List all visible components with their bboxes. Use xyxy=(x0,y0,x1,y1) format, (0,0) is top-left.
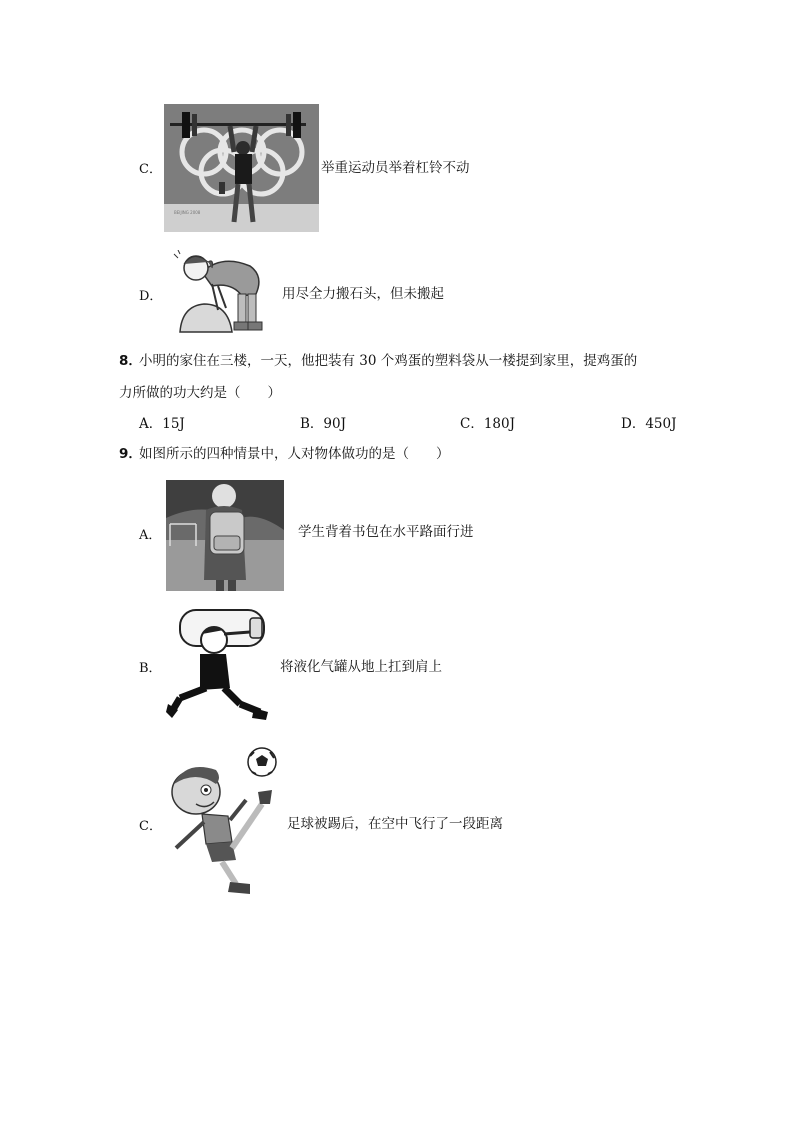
option-text: 用尽全力搬石头，但未搬起 xyxy=(282,286,444,302)
option-letter: C． xyxy=(139,162,162,177)
choice-c: C．180J xyxy=(460,416,516,432)
choice-a: A．15J xyxy=(139,416,185,432)
option-letter: B． xyxy=(139,661,162,676)
option-text: 学生背着书包在水平路面行进 xyxy=(298,524,474,540)
choice-b: B．90J xyxy=(300,416,347,432)
option-text: 足球被踢后，在空中飞行了一段距离 xyxy=(287,816,503,832)
question-number: 8． xyxy=(119,353,142,369)
lifting-rock-image xyxy=(172,250,266,334)
question-stem: 如图所示的四种情景中，人对物体做功的是（ ） xyxy=(139,446,450,462)
option-letter: D． xyxy=(139,289,163,304)
question-stem-line2: 力所做的功大约是（ ） xyxy=(119,385,281,401)
student-backpack-image xyxy=(166,480,284,591)
option-letter: C． xyxy=(139,819,162,834)
question-number: 9． xyxy=(119,446,142,462)
football-kick-image xyxy=(166,744,282,900)
choice-d: D．450J xyxy=(621,416,677,432)
question-stem-line1: 小明的家住在三楼，一天，他把装有 30 个鸡蛋的塑料袋从一楼提到家里，提鸡蛋的 xyxy=(139,353,638,369)
svg-text:BEIJING 2008: BEIJING 2008 xyxy=(174,210,201,215)
option-text: 举重运动员举着杠铃不动 xyxy=(321,160,470,176)
weightlifter-image xyxy=(164,104,319,232)
option-letter: A． xyxy=(139,528,162,543)
gas-tank-carrier-image xyxy=(166,604,270,728)
option-text: 将液化气罐从地上扛到肩上 xyxy=(280,659,442,675)
